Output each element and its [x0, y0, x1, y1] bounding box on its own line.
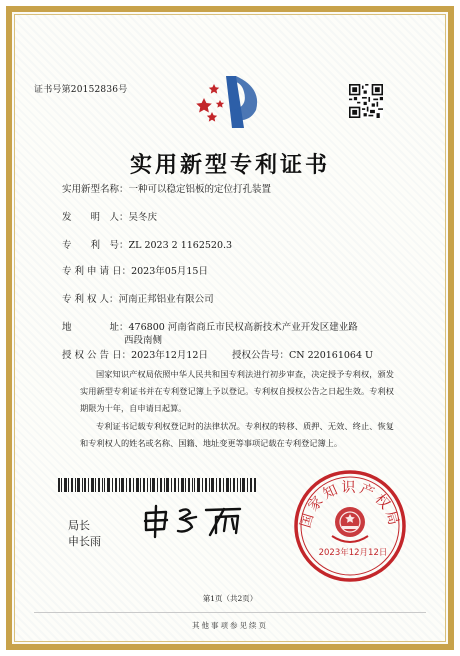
- field-value: 吴冬庆: [128, 212, 158, 223]
- page-number: 第1页（共2页）: [202, 594, 258, 603]
- field-application-date: [62, 266, 208, 278]
- field-label: 授权公告号：: [232, 350, 290, 361]
- field-value: 河南正邦铝业有限公司: [118, 294, 214, 305]
- page-title: 实用新型专利证书: [129, 152, 330, 178]
- grant-date: [62, 350, 208, 362]
- seal-text: 国家知识产权局: [297, 480, 403, 530]
- field-label: 专 利 申 请 日：: [62, 266, 132, 277]
- field-label: 发 明 人：: [62, 212, 129, 223]
- field-address: [62, 322, 358, 334]
- field-utility-model-name: [62, 184, 271, 196]
- notice-paragraph-2: 专利证书记载专利权登记时的法律状况。专利权的转移、质押、无效、终止、恢复和专利权人的姓名或名称、国籍、地址变更等事项记载在专利登记簿上。: [80, 421, 394, 448]
- field-label: 实用新型名称：: [62, 184, 129, 195]
- certificate-number: 证书号第20152836号: [34, 85, 128, 95]
- cnipa-emblem-icon: [192, 70, 272, 132]
- field-value: 2023年05月15日: [131, 266, 208, 277]
- field-value: 2023年12月12日: [131, 350, 208, 361]
- field-value: ZL 2023 2 1162520.3: [128, 240, 233, 251]
- footer-note: 其他事项参见续页: [192, 621, 268, 630]
- field-value: 一种可以稳定铝板的定位打孔装置: [128, 184, 272, 195]
- footer-divider: [34, 612, 426, 613]
- field-patentee: [62, 294, 214, 306]
- field-label: 专 利 号：: [62, 240, 129, 251]
- field-label: 专 利 权 人：: [62, 294, 119, 305]
- seal-date: 2023年12月12日: [318, 548, 388, 558]
- handwritten-signature-icon: [140, 503, 250, 539]
- official-seal-icon: [292, 468, 408, 584]
- notice-paragraph-1: 国家知识产权局依照中华人民共和国专利法进行初步审查，决定授予专利权，颁发实用新型专利证书并在专利登记簿上予以登记。专利权自授权公告之日起生效。专利权期限为十年，自申请日起算。: [80, 369, 394, 413]
- field-inventor: [62, 212, 157, 224]
- field-patent-number: [62, 240, 232, 252]
- field-address-line2: [124, 335, 162, 347]
- field-value: 西段南侧: [124, 335, 163, 346]
- qr-code-icon: [349, 84, 383, 118]
- grant-number: [232, 350, 373, 362]
- field-value: 476800 河南省商丘市民权高新技术产业开发区建业路: [128, 322, 358, 333]
- barcode-icon: [58, 478, 256, 492]
- signature-title: 局长: [68, 519, 90, 532]
- field-value: CN 220161064 U: [289, 350, 374, 361]
- field-label: 地 址：: [62, 322, 129, 333]
- signature-name: 申长雨: [68, 535, 101, 548]
- field-label: 授 权 公 告 日：: [62, 350, 132, 361]
